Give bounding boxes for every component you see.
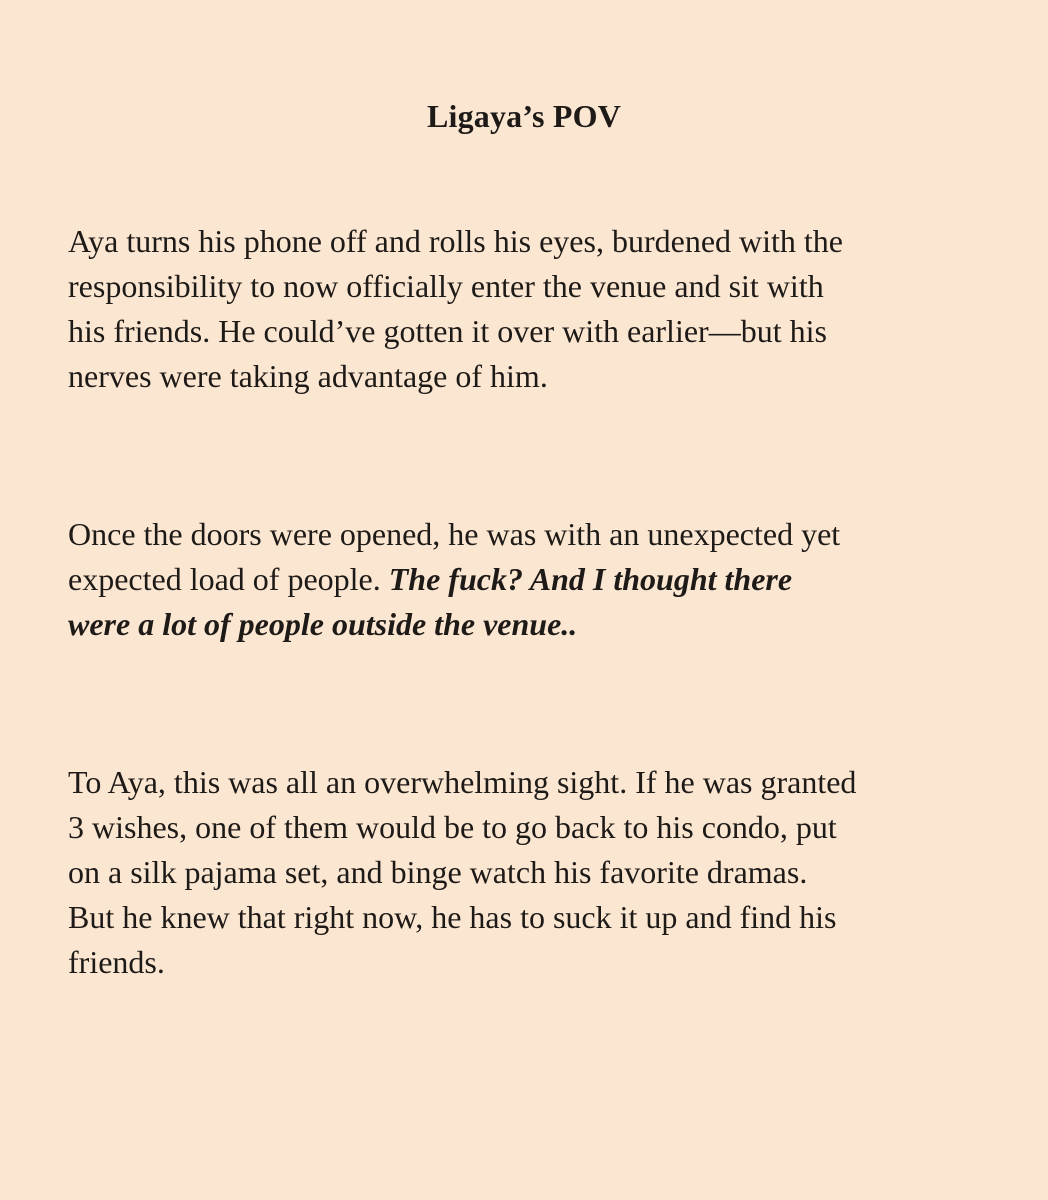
paragraph-1 [68,219,988,399]
paragraph-3-line-3: on a silk pajama set, and binge watch his favorite dramas. [68,854,808,890]
paragraph-3-line-5: friends. [68,944,165,980]
paragraph-2-narration: expected load of people. [68,561,389,597]
paragraph-3 [68,760,988,985]
paragraph-2 [68,512,988,647]
inner-thought-text: The fuck? And I thought there [388,561,793,597]
paragraph-2-line-1: Once the doors were opened, he was with an unexpected yet [68,516,841,552]
paragraph-1-line-4: nerves were taking advantage of him. [68,358,548,394]
page-title: Ligaya’s POV [426,98,622,134]
paragraph-3-line-1: To Aya, this was all an overwhelming sight. If he was granted [68,764,857,800]
paragraph-3-line-2: 3 wishes, one of them would be to go back to his condo, put [68,809,837,845]
inner-thought-text-continued: were a lot of people outside the venue.. [68,606,578,642]
paragraph-1-line-3: his friends. He could’ve gotten it over with earlier—but his [68,313,827,349]
paragraph-2-line-2 [68,557,988,602]
paragraph-3-line-4: But he knew that right now, he has to suck it up and find his [68,899,837,935]
paragraph-1-line-1: Aya turns his phone off and rolls his eyes, burdened with the [68,223,843,259]
paragraph-1-line-2: responsibility to now officially enter the venue and sit with [68,268,824,304]
